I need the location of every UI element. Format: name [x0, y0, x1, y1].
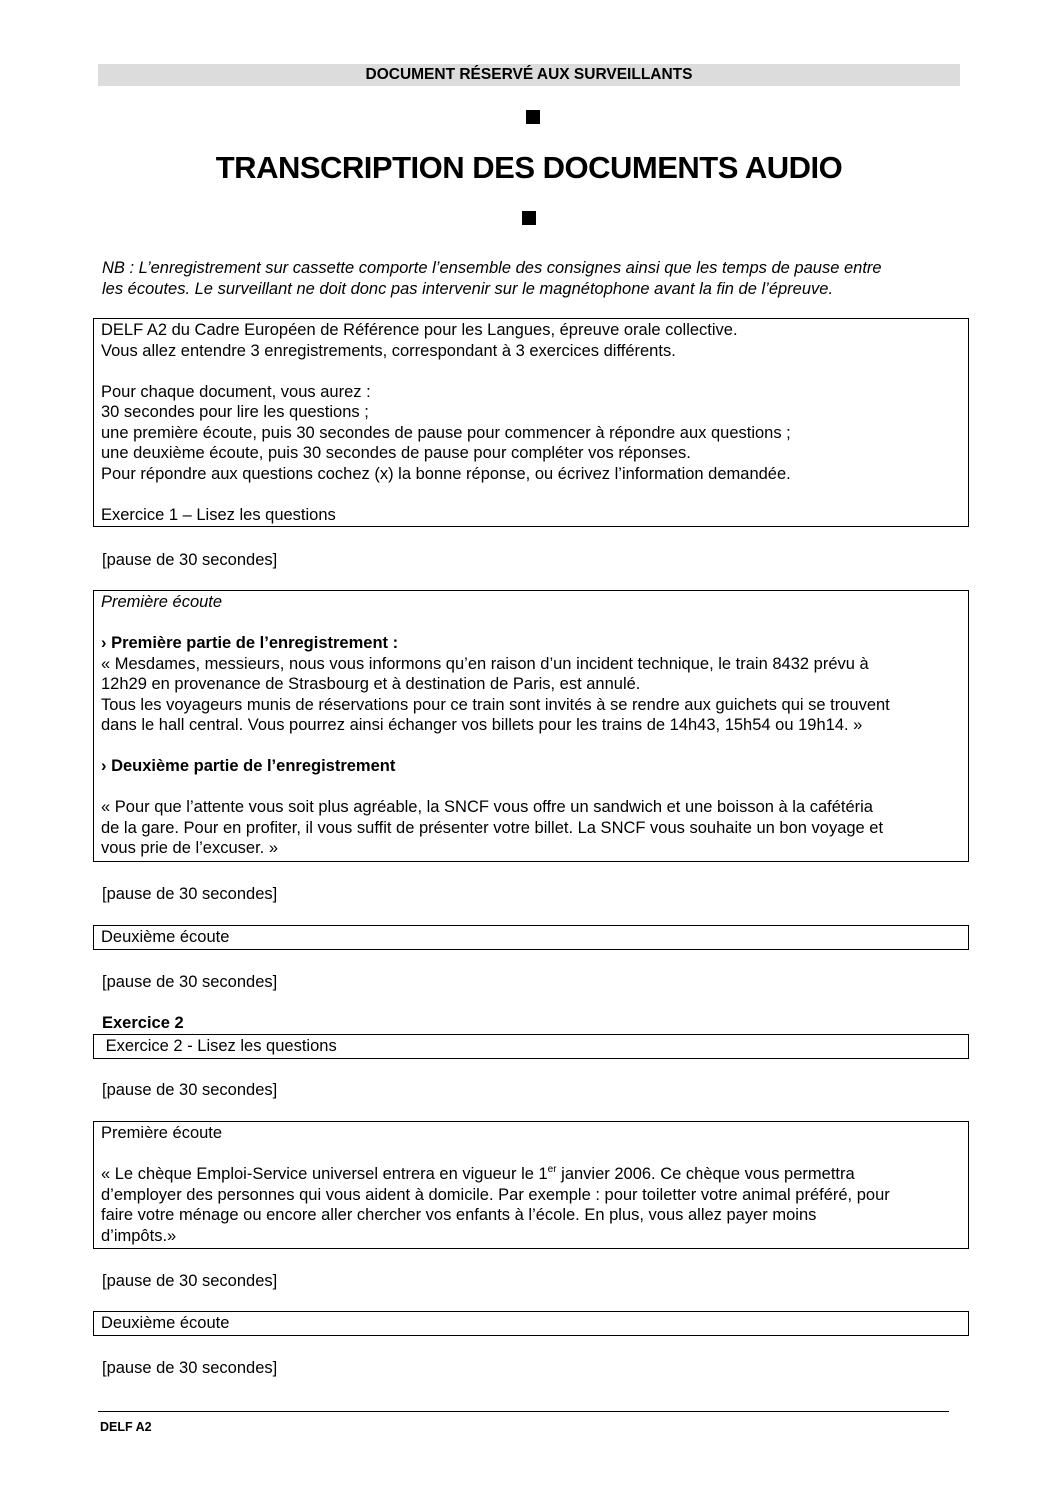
intro-line: Vous allez entendre 3 enregistrements, correspondant à 3 exercices différents. — [101, 341, 676, 360]
transcript-line: vous prie de l’excuser. » — [101, 839, 279, 857]
page-title: TRANSCRIPTION DES DOCUMENTS AUDIO — [215, 150, 843, 185]
intro-line: une deuxième écoute, puis 30 secondes de pause pour compléter vos réponses. — [101, 444, 691, 462]
note-line: NB : L’enregistrement sur cassette comporte l’ensemble des consignes ainsi que les temps de pause entre — [102, 259, 882, 277]
second-listen-label: Deuxième écoute — [101, 1314, 230, 1332]
intro-line: 30 secondes pour lire les questions ; — [101, 403, 369, 421]
transcript-line: de la gare. Pour en profiter, il vous suffit de présenter votre billet. La SNCF vous souhaite un bon voyage et — [101, 818, 884, 837]
exercise2-read-label: Exercice 2 - Lisez les questions — [101, 1037, 337, 1055]
part2-heading: › Deuxième partie de l’enregistrement — [101, 757, 396, 775]
note-line: les écoutes. Le surveillant ne doit donc pas intervenir sur le magnétophone avant la fin de l’épreuve. — [102, 279, 834, 298]
second-listen-label: Deuxième écoute — [101, 928, 230, 946]
pause-text: [pause de 30 secondes] — [102, 1359, 278, 1377]
transcript-line: « Pour que l’attente vous soit plus agréable, la SNCF vous offre un sandwich et une boisson à la cafétéria — [101, 798, 873, 816]
decorative-square-top — [526, 110, 540, 124]
first-listen-label: Première écoute — [101, 1124, 223, 1142]
superscript: er — [547, 1164, 557, 1175]
pause-text: [pause de 30 secondes] — [102, 1272, 278, 1290]
intro-line: une première écoute, puis 30 secondes de pause pour commencer à répondre aux questions ; — [101, 423, 791, 442]
transcript-text: janvier 2006. Ce chèque vous permettra — [556, 1165, 855, 1183]
transcript-line: d’employer des personnes qui vous aident à domicile. Par exemple : pour toiletter votre animal préféré, pour — [101, 1185, 890, 1204]
part1-heading: › Première partie de l’enregistrement : — [101, 634, 399, 652]
transcript-line: dans le hall central. Vous pourrez ainsi échanger vos billets pour les trains de 14h43, 15h54 ou 19h14. » — [101, 716, 863, 734]
exercise1-transcript-box — [93, 590, 969, 862]
pause-text: [pause de 30 secondes] — [102, 885, 278, 903]
instruction-note — [102, 258, 962, 299]
intro-line: Pour répondre aux questions cochez (x) la bonne réponse, ou écrivez l’information demandée. — [101, 464, 791, 483]
transcript-line: Tous les voyageurs munis de réservations pour ce train sont invités à se rendre aux guichets qui se trouvent — [101, 695, 890, 714]
intro-line: Exercice 1 – Lisez les questions — [101, 505, 336, 524]
reserved-banner: DOCUMENT RÉSERVÉ AUX SURVEILLANTS — [98, 64, 960, 86]
intro-line: Pour chaque document, vous aurez : — [101, 382, 371, 401]
exercise1-second-listen-box — [93, 925, 969, 950]
footer-label: DELF A2 — [100, 1420, 152, 1434]
decorative-square-bottom — [522, 211, 536, 225]
intro-line: DELF A2 du Cadre Européen de Référence pour les Langues, épreuve orale collective. — [101, 321, 738, 339]
pause-text: [pause de 30 secondes] — [102, 973, 278, 991]
exercise2-heading: Exercice 2 — [102, 1014, 184, 1032]
transcript-line: 12h29 en provenance de Strasbourg et à destination de Paris, est annulé. — [101, 675, 641, 693]
pause-text: [pause de 30 secondes] — [102, 1081, 278, 1099]
footer-divider — [98, 1411, 949, 1412]
exercise2-second-listen-box — [93, 1311, 969, 1336]
pause-text: [pause de 30 secondes] — [102, 551, 278, 569]
exercise2-transcript-box — [93, 1121, 969, 1249]
exercise2-read-box — [93, 1034, 969, 1059]
transcript-line — [101, 1164, 968, 1185]
transcript-line: d’impôts.» — [101, 1226, 177, 1245]
first-listen-label: Première écoute — [101, 593, 223, 611]
transcript-line: « Mesdames, messieurs, nous vous informons qu’en raison d’un incident technique, le train 8432 prévu à — [101, 654, 869, 673]
intro-instructions-box — [93, 318, 969, 527]
transcript-line: faire votre ménage ou encore aller chercher vos enfants à l’école. En plus, vous allez payer moins — [101, 1206, 817, 1224]
transcript-text: « Le chèque Emploi-Service universel entrera en vigueur le 1 — [101, 1165, 548, 1183]
